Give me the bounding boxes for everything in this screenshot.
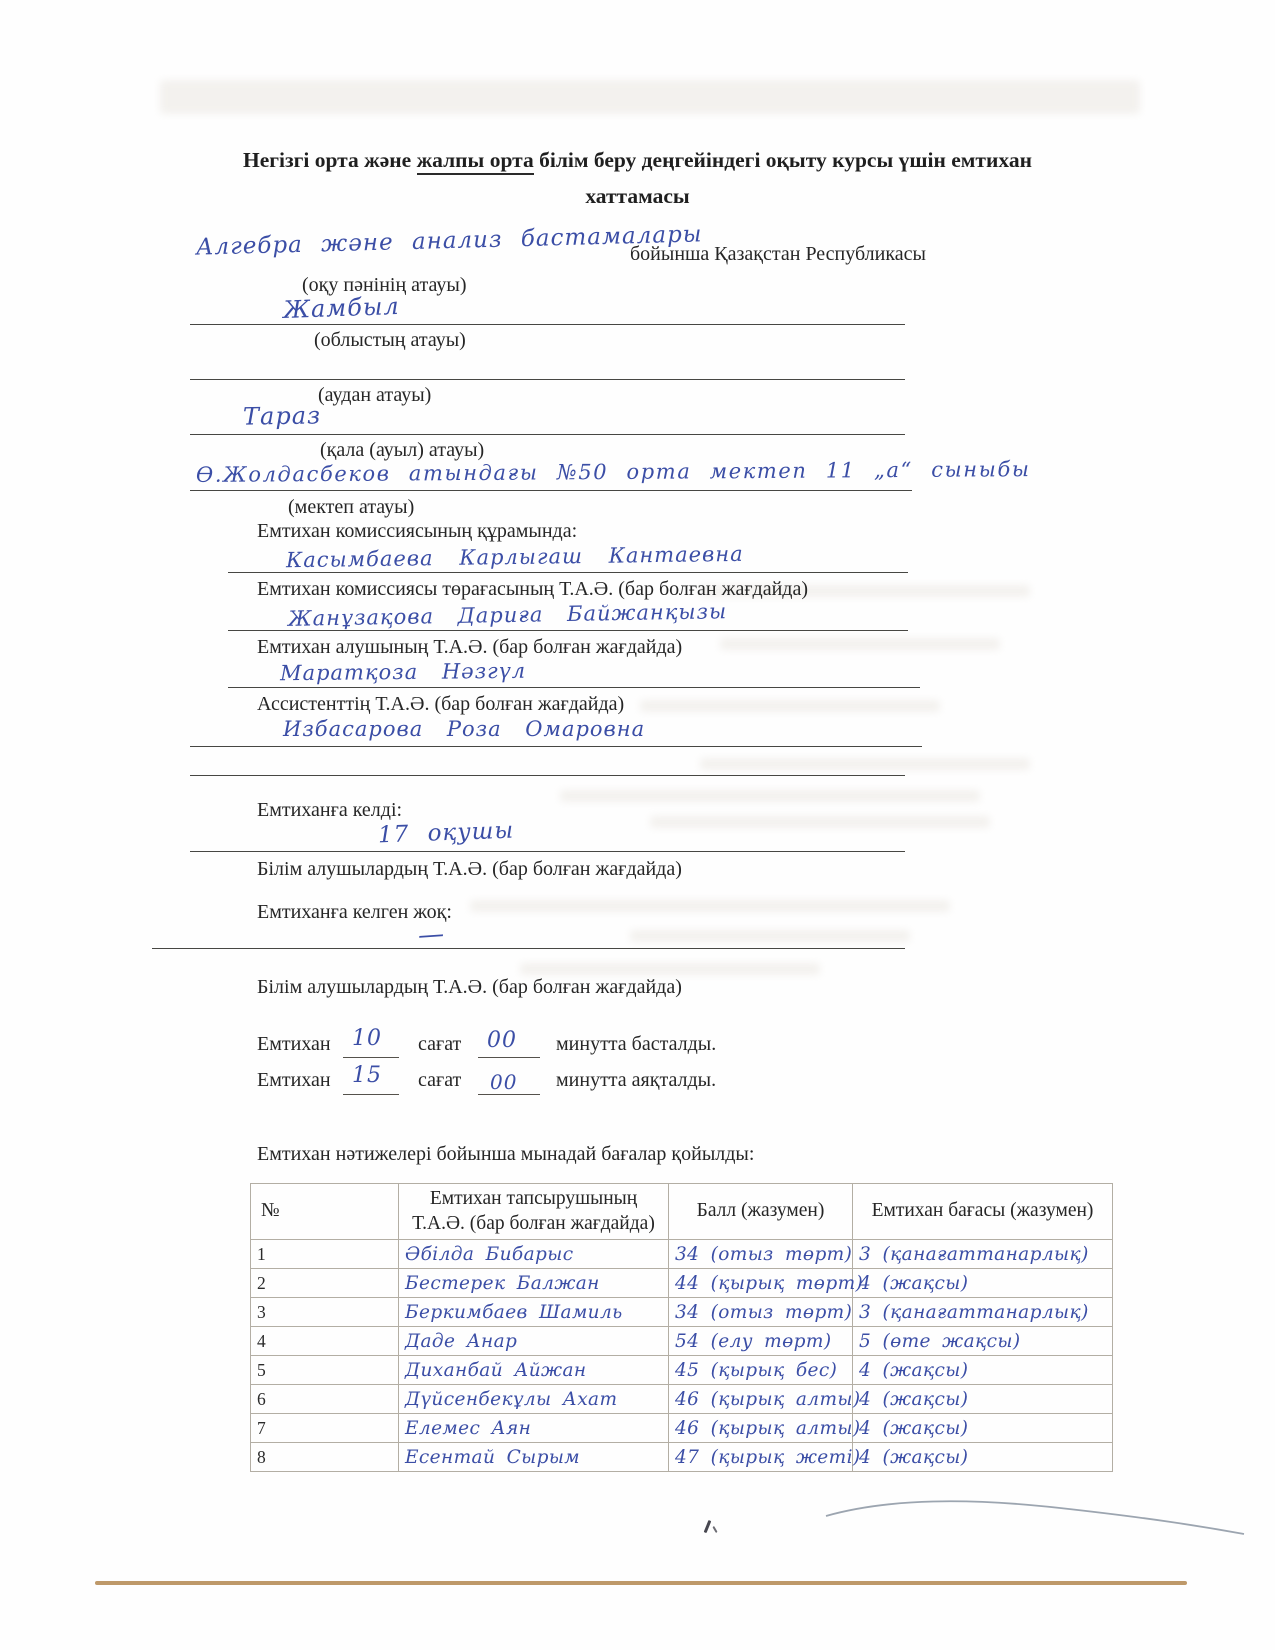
blank-line <box>190 324 905 325</box>
cell-score: 46 (қырық алты) <box>669 1414 853 1443</box>
came-heading: Емтиханға келді: <box>257 799 403 821</box>
title-underlined-text: жалпы орта <box>417 148 534 175</box>
end-mid-label: сағат <box>418 1069 462 1091</box>
document-title-line1 <box>0 148 1275 173</box>
hour-blank <box>343 1094 399 1095</box>
cell-name: Әбілда Бибарыс <box>399 1240 669 1269</box>
city-caption: (қала (ауыл) атауы) <box>320 439 485 461</box>
school-handwritten-value: Ө.Жолдасбеков атындағы №50 орта мектеп 11 „а“ сыныбы <box>195 457 1031 487</box>
cell-score: 45 (қырық бес) <box>669 1356 853 1385</box>
absent-heading: Емтиханға келген жоқ: <box>257 901 452 923</box>
cell-score: 34 (отыз төрт) <box>669 1298 853 1327</box>
bleed-through <box>700 758 1030 770</box>
cell-num: 8 <box>251 1443 399 1472</box>
cell-grade: 4 (жақсы) <box>853 1269 1113 1298</box>
results-table-header-row <box>251 1184 1113 1240</box>
chair-handwritten-name: Касымбаева Карлыгаш Кантаевна <box>285 541 744 573</box>
examiner-caption: Емтихан алушының Т.А.Ә. (бар болған жағдайда) <box>257 636 683 658</box>
cell-score: 54 (елу төрт) <box>669 1327 853 1356</box>
stray-ink-mark <box>704 1520 711 1533</box>
blank-line <box>190 851 905 852</box>
bleed-through <box>160 80 1140 114</box>
assistant-handwritten-name: Маратқоза Нәзгүл <box>279 658 527 686</box>
city-handwritten-value: Тараз <box>242 401 322 431</box>
blank-line <box>228 687 920 688</box>
cell-num: 1 <box>251 1240 399 1269</box>
subject-caption: (оқу пәнінің атауы) <box>302 274 467 296</box>
cell-score: 34 (отыз төрт) <box>669 1240 853 1269</box>
bleed-through <box>640 700 940 712</box>
cell-grade: 3 (қанағаттанарлық) <box>853 1298 1113 1327</box>
column-header-student-name: Емтихан тапсырушының Т.А.Ә. (бар болған жағдайда) <box>399 1184 669 1240</box>
results-table <box>250 1183 1113 1472</box>
stray-pen-curve <box>820 1492 1250 1542</box>
absent-handwritten-dash: — <box>416 919 447 951</box>
students-caption: Білім алушылардың Т.А.Ә. (бар болған жағдайда) <box>257 976 682 998</box>
cell-name: Елемес Аян <box>399 1414 669 1443</box>
blank-line <box>190 490 912 491</box>
start-hour-handwritten: 10 <box>352 1026 382 1051</box>
cell-num: 7 <box>251 1414 399 1443</box>
end-post-label: минутта аяқталды. <box>556 1069 717 1091</box>
cell-score: 44 (қырық төрт) <box>669 1269 853 1298</box>
start-minute-handwritten: 00 <box>487 1028 517 1053</box>
country-label: бойынша Қазақстан Республикасы <box>630 243 926 265</box>
blank-line <box>228 630 908 631</box>
table-row <box>251 1327 1113 1356</box>
blank-line <box>190 775 905 776</box>
assistant-caption: Ассистенттің Т.А.Ә. (бар болған жағдайда) <box>257 693 625 715</box>
results-table-body <box>251 1240 1113 1472</box>
column-header-number: № <box>251 1184 399 1240</box>
cell-num: 4 <box>251 1327 399 1356</box>
start-mid-label: сағат <box>418 1033 462 1055</box>
blank-line <box>228 572 908 573</box>
cell-grade: 4 (жақсы) <box>853 1385 1113 1414</box>
bleed-through <box>630 930 910 942</box>
blank-line <box>190 379 905 380</box>
hour-blank <box>343 1057 399 1058</box>
chair-caption: Емтихан комиссиясы төрағасының Т.А.Ә. (бар болған жағдайда) <box>257 578 808 600</box>
document-title-line2: хаттамасы <box>585 184 690 208</box>
stray-ink-mark <box>712 1526 717 1533</box>
assistant2-handwritten-name: Избасарова Роза Омаровна <box>283 717 646 741</box>
district-caption: (аудан атауы) <box>318 384 432 406</box>
cell-score: 46 (қырық алты) <box>669 1385 853 1414</box>
column-header-grade: Емтихан бағасы (жазумен) <box>853 1184 1113 1240</box>
start-post-label: минутта басталды. <box>556 1033 717 1055</box>
bleed-through <box>520 963 820 975</box>
start-pre-label: Емтихан <box>257 1033 331 1055</box>
table-row <box>251 1269 1113 1298</box>
commission-heading: Емтихан комиссиясының құрамында: <box>257 520 578 542</box>
cell-score: 47 (қырық жеті) <box>669 1443 853 1472</box>
cell-grade: 4 (жақсы) <box>853 1414 1113 1443</box>
cell-name: Даде Анар <box>399 1327 669 1356</box>
cell-grade: 5 (өте жақсы) <box>853 1327 1113 1356</box>
end-pre-label: Емтихан <box>257 1069 331 1091</box>
cell-name: Есентай Сырым <box>399 1443 669 1472</box>
bleed-through <box>720 638 1000 650</box>
scan-edge-line <box>95 1581 1187 1585</box>
table-row <box>251 1240 1113 1269</box>
cell-grade: 4 (жақсы) <box>853 1443 1113 1472</box>
cell-grade: 4 (жақсы) <box>853 1356 1113 1385</box>
table-row <box>251 1385 1113 1414</box>
region-caption: (облыстың атауы) <box>314 329 466 351</box>
cell-name: Бестерек Балжан <box>399 1269 669 1298</box>
cell-num: 6 <box>251 1385 399 1414</box>
school-caption: (мектеп атауы) <box>288 496 415 518</box>
table-row <box>251 1298 1113 1327</box>
bleed-through <box>470 900 950 912</box>
blank-line <box>152 948 905 949</box>
end-minute-handwritten: 00 <box>490 1070 518 1094</box>
cell-num: 3 <box>251 1298 399 1327</box>
cell-num: 5 <box>251 1356 399 1385</box>
cell-grade: 3 (қанағаттанарлық) <box>853 1240 1113 1269</box>
blank-line <box>190 746 922 747</box>
table-row <box>251 1443 1113 1472</box>
came-handwritten-value: 17 оқушы <box>377 817 515 849</box>
minute-blank <box>478 1057 540 1058</box>
cell-num: 2 <box>251 1269 399 1298</box>
column-header-score: Балл (жазумен) <box>669 1184 853 1240</box>
title-text: білім беру деңгейіндегі оқыту курсы үшін емтихан <box>533 148 1032 172</box>
table-row <box>251 1414 1113 1443</box>
cell-name: Беркимбаев Шамиль <box>399 1298 669 1327</box>
end-hour-handwritten: 15 <box>352 1063 382 1088</box>
examiner-handwritten-name: Жанұзақова Дариға Байжанқызы <box>287 599 728 631</box>
results-heading: Емтихан нәтижелері бойынша мынадай бағалар қойылды: <box>257 1143 755 1165</box>
minute-blank <box>478 1094 540 1095</box>
bleed-through <box>650 816 990 828</box>
table-row <box>251 1356 1113 1385</box>
cell-name: Диханбай Айжан <box>399 1356 669 1385</box>
region-handwritten-value: Жамбыл <box>282 291 401 325</box>
cell-name: Дүйсенбекұлы Ахат <box>399 1385 669 1414</box>
blank-line <box>190 434 905 435</box>
students-caption: Білім алушылардың Т.А.Ә. (бар болған жағдайда) <box>257 858 682 880</box>
title-text: Негізгі орта және <box>243 148 417 172</box>
bleed-through <box>560 790 980 802</box>
subject-handwritten-value: Алгебра және анализ бастамалары <box>195 221 703 261</box>
